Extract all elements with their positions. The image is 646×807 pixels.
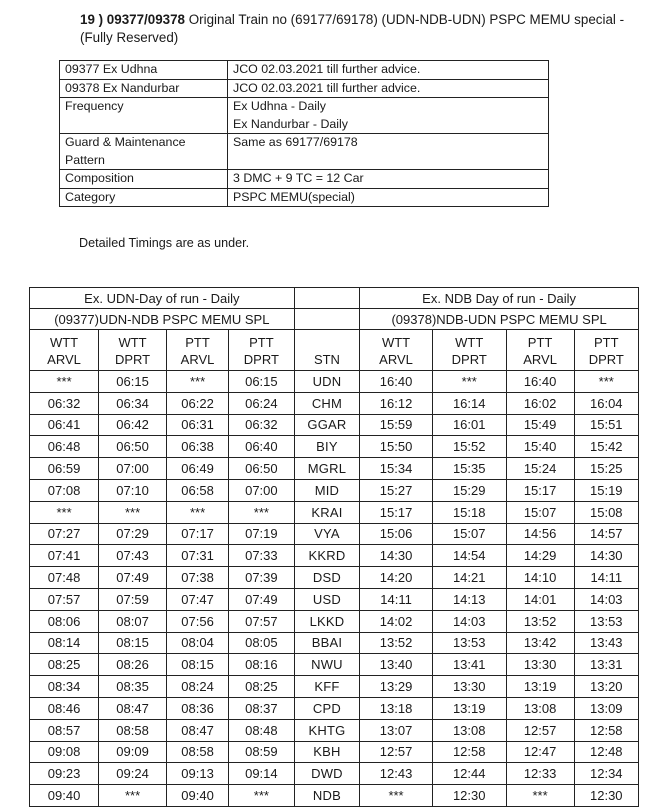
column-header-line1 (295, 334, 360, 351)
time-cell: 13:30 (432, 676, 506, 698)
time-cell: *** (229, 501, 295, 523)
time-cell: 06:40 (229, 436, 295, 458)
time-cell: 12:43 (360, 763, 433, 785)
station-code: KFF (294, 676, 360, 698)
document-title (80, 11, 640, 47)
time-cell: 14:54 (432, 545, 506, 567)
column-header-line2: STN (313, 352, 340, 367)
station-code: KRAI (294, 501, 360, 523)
timetable-column-headers (30, 330, 639, 371)
column-header (167, 330, 229, 371)
time-cell: 09:24 (99, 763, 167, 785)
time-cell: 06:15 (229, 371, 295, 393)
time-cell: *** (167, 501, 229, 523)
info-row (60, 98, 549, 134)
station-code: BBAI (294, 632, 360, 654)
station-code: USD (294, 588, 360, 610)
train-description: Original Train no (69177/69178) (UDN-NDB-UDN) PSPC MEMU special - (Fully Reserved) (80, 12, 625, 45)
time-cell: 06:31 (167, 414, 229, 436)
column-header (30, 330, 99, 371)
column-header-line1: PTT (249, 335, 274, 350)
time-cell: 09:40 (30, 785, 99, 807)
time-cell: 12:44 (432, 763, 506, 785)
column-header-line1: WTT (118, 335, 147, 350)
table-row (30, 676, 639, 698)
time-cell: 16:40 (506, 371, 574, 393)
time-cell: 13:07 (360, 719, 433, 741)
time-cell: 14:30 (574, 545, 638, 567)
time-cell: *** (574, 371, 638, 393)
time-cell: 12:30 (432, 785, 506, 807)
time-cell: 13:41 (432, 654, 506, 676)
column-header-line2: DPRT (243, 352, 279, 367)
info-value (228, 170, 549, 189)
time-cell: 12:57 (506, 719, 574, 741)
table-row (30, 610, 639, 632)
time-cell: 06:41 (30, 414, 99, 436)
time-cell: 14:21 (432, 567, 506, 589)
time-cell: *** (229, 785, 295, 807)
time-cell: 07:10 (99, 479, 167, 501)
time-cell: 06:49 (167, 458, 229, 480)
table-row (30, 719, 639, 741)
time-cell: 13:19 (506, 676, 574, 698)
time-cell: 08:16 (229, 654, 295, 676)
column-header-line2: ARVL (180, 352, 215, 367)
time-cell: 09:08 (30, 741, 99, 763)
time-cell: 14:56 (506, 523, 574, 545)
time-cell: 13:29 (360, 676, 433, 698)
table-row (30, 741, 639, 763)
time-cell: 15:06 (360, 523, 433, 545)
time-cell: 07:00 (99, 458, 167, 480)
table-row (30, 479, 639, 501)
info-value (228, 188, 549, 207)
time-cell: 12:57 (360, 741, 433, 763)
time-cell: 09:09 (99, 741, 167, 763)
train-numbers: 19 ) 09377/09378 (80, 12, 185, 27)
time-cell: 08:46 (30, 697, 99, 719)
time-cell: 13:42 (506, 632, 574, 654)
info-label: Category (60, 188, 228, 207)
time-cell: 08:47 (99, 697, 167, 719)
table-row (30, 501, 639, 523)
time-cell: 07:27 (30, 523, 99, 545)
time-cell: 13:19 (432, 697, 506, 719)
time-cell: 07:19 (229, 523, 295, 545)
time-cell: 12:47 (506, 741, 574, 763)
time-cell: 08:36 (167, 697, 229, 719)
time-cell: 15:50 (360, 436, 433, 458)
time-cell: 08:14 (30, 632, 99, 654)
station-header-blank (294, 288, 360, 309)
time-cell: 15:51 (574, 414, 638, 436)
column-header-line2: ARVL (379, 352, 413, 367)
time-cell: 16:01 (432, 414, 506, 436)
time-cell: 06:32 (30, 392, 99, 414)
info-label: Guard & Maintenance Pattern (60, 134, 228, 170)
table-row (30, 523, 639, 545)
time-cell: 08:47 (167, 719, 229, 741)
time-cell: 13:43 (574, 632, 638, 654)
station-code: UDN (294, 371, 360, 393)
time-cell: 06:50 (229, 458, 295, 480)
train-info-table (59, 60, 549, 207)
info-value-line: Ex Udhna - Daily (233, 99, 326, 113)
time-cell: 14:29 (506, 545, 574, 567)
table-row (30, 458, 639, 480)
station-code: GGAR (294, 414, 360, 436)
station-code: KBH (294, 741, 360, 763)
time-cell: 15:07 (506, 501, 574, 523)
station-code: NWU (294, 654, 360, 676)
time-cell: 12:33 (506, 763, 574, 785)
time-cell: *** (30, 501, 99, 523)
time-cell: 06:24 (229, 392, 295, 414)
time-cell: 13:40 (360, 654, 433, 676)
column-header-line1: PTT (527, 335, 553, 350)
time-cell: 08:57 (30, 719, 99, 741)
time-cell: 13:52 (506, 610, 574, 632)
table-row (30, 632, 639, 654)
time-cell: 16:12 (360, 392, 433, 414)
time-cell: 06:48 (30, 436, 99, 458)
timetable-header-train (30, 309, 639, 330)
info-value (228, 61, 549, 80)
time-cell: 07:38 (167, 567, 229, 589)
time-cell: 06:50 (99, 436, 167, 458)
time-cell: 15:08 (574, 501, 638, 523)
time-cell: 16:40 (360, 371, 433, 393)
info-label: 09378 Ex Nandurbar (60, 79, 228, 98)
time-cell: 15:25 (574, 458, 638, 480)
column-header (432, 330, 506, 371)
time-cell: 07:47 (167, 588, 229, 610)
time-cell: 15:40 (506, 436, 574, 458)
station-code: DSD (294, 567, 360, 589)
time-cell: 13:52 (360, 632, 433, 654)
time-cell: 07:00 (229, 479, 295, 501)
time-cell: 12:48 (574, 741, 638, 763)
time-cell: 15:59 (360, 414, 433, 436)
time-cell: 15:29 (432, 479, 506, 501)
time-cell: 07:33 (229, 545, 295, 567)
time-cell: 14:57 (574, 523, 638, 545)
time-cell: 12:30 (574, 785, 638, 807)
time-cell: 08:48 (229, 719, 295, 741)
column-header (99, 330, 167, 371)
time-cell: 14:30 (360, 545, 433, 567)
time-cell: 09:13 (167, 763, 229, 785)
info-value-line: 3 DMC + 9 TC = 12 Car (233, 171, 364, 185)
time-cell: 15:42 (574, 436, 638, 458)
time-cell: *** (506, 785, 574, 807)
station-code: BIY (294, 436, 360, 458)
time-cell: 08:06 (30, 610, 99, 632)
time-cell: 12:34 (574, 763, 638, 785)
info-row (60, 170, 549, 189)
right-train-name: (09378)NDB-UDN PSPC MEMU SPL (360, 309, 639, 330)
column-header (574, 330, 638, 371)
table-row (30, 763, 639, 785)
time-cell: 14:03 (432, 610, 506, 632)
column-header-line2: DPRT (114, 352, 151, 367)
info-row (60, 79, 549, 98)
time-cell: 08:05 (229, 632, 295, 654)
station-code: VYA (294, 523, 360, 545)
table-row (30, 567, 639, 589)
time-cell: *** (167, 371, 229, 393)
column-header-line2: ARVL (47, 352, 81, 367)
time-cell: 07:17 (167, 523, 229, 545)
info-value (228, 79, 549, 98)
time-cell: 15:17 (506, 479, 574, 501)
time-cell: 14:20 (360, 567, 433, 589)
station-code: KHTG (294, 719, 360, 741)
column-header (229, 330, 295, 371)
info-value-line: Same as 69177/69178 (233, 135, 358, 149)
time-cell: 07:08 (30, 479, 99, 501)
time-cell: 07:31 (167, 545, 229, 567)
column-header-line1: PTT (593, 335, 619, 350)
column-header-line1: PTT (185, 335, 210, 350)
time-cell: 09:40 (167, 785, 229, 807)
station-code: MID (294, 479, 360, 501)
table-row (30, 588, 639, 610)
time-cell: 15:24 (506, 458, 574, 480)
table-row (30, 436, 639, 458)
time-cell: 15:17 (360, 501, 433, 523)
time-cell: 07:59 (99, 588, 167, 610)
info-row (60, 61, 549, 80)
time-cell: 13:31 (574, 654, 638, 676)
info-row (60, 134, 549, 170)
info-value (228, 134, 549, 170)
time-cell: 08:15 (167, 654, 229, 676)
time-cell: 13:20 (574, 676, 638, 698)
info-label: 09377 Ex Udhna (60, 61, 228, 80)
time-cell: 08:58 (99, 719, 167, 741)
column-header-line2: DPRT (451, 352, 487, 367)
time-cell: 06:34 (99, 392, 167, 414)
table-row (30, 414, 639, 436)
info-value (228, 98, 549, 134)
time-cell: 08:59 (229, 741, 295, 763)
column-header-line1: WTT (381, 335, 411, 350)
time-cell: 15:18 (432, 501, 506, 523)
left-direction-title: Ex. UDN-Day of run - Daily (30, 288, 295, 309)
time-cell: 15:52 (432, 436, 506, 458)
station-code: DWD (294, 763, 360, 785)
time-cell: 15:07 (432, 523, 506, 545)
info-row (60, 188, 549, 207)
time-cell: 08:25 (30, 654, 99, 676)
time-cell: 07:48 (30, 567, 99, 589)
time-cell: 08:24 (167, 676, 229, 698)
time-cell: 06:15 (99, 371, 167, 393)
station-code: CHM (294, 392, 360, 414)
table-row (30, 392, 639, 414)
time-cell: 07:41 (30, 545, 99, 567)
time-cell: 06:42 (99, 414, 167, 436)
left-train-name: (09377)UDN-NDB PSPC MEMU SPL (30, 309, 295, 330)
time-cell: 15:34 (360, 458, 433, 480)
time-cell: 15:27 (360, 479, 433, 501)
time-cell: 14:01 (506, 588, 574, 610)
info-value-line: Ex Nandurbar - Daily (233, 116, 349, 131)
column-header-line1: WTT (455, 335, 484, 350)
time-cell: *** (30, 371, 99, 393)
time-cell: 06:22 (167, 392, 229, 414)
time-cell: 13:53 (574, 610, 638, 632)
time-cell: 14:03 (574, 588, 638, 610)
info-value-line: JCO 02.03.2021 till further advice. (233, 62, 421, 76)
time-cell: 07:29 (99, 523, 167, 545)
column-header (360, 330, 433, 371)
timetable-header-direction (30, 288, 639, 309)
time-cell: 15:35 (432, 458, 506, 480)
time-cell: 08:26 (99, 654, 167, 676)
time-cell: 06:38 (167, 436, 229, 458)
time-cell: 14:13 (432, 588, 506, 610)
table-row (30, 545, 639, 567)
time-cell: 14:02 (360, 610, 433, 632)
timetable (29, 287, 639, 807)
time-cell: 08:35 (99, 676, 167, 698)
time-cell: *** (360, 785, 433, 807)
time-cell: 07:56 (167, 610, 229, 632)
info-label: Frequency (60, 98, 228, 134)
time-cell: 15:49 (506, 414, 574, 436)
timings-note: Detailed Timings are as under. (79, 236, 250, 250)
time-cell: 09:14 (229, 763, 295, 785)
time-cell: *** (99, 785, 167, 807)
time-cell: 13:18 (360, 697, 433, 719)
time-cell: 08:25 (229, 676, 295, 698)
time-cell: *** (432, 371, 506, 393)
column-header-line2: DPRT (588, 352, 624, 367)
station-code: NDB (294, 785, 360, 807)
station-header-blank (294, 309, 360, 330)
station-code: CPD (294, 697, 360, 719)
info-value-line: JCO 02.03.2021 till further advice. (233, 80, 421, 95)
table-row (30, 654, 639, 676)
time-cell: 12:58 (432, 741, 506, 763)
time-cell: 07:49 (99, 567, 167, 589)
station-code: LKKD (294, 610, 360, 632)
time-cell: 06:32 (229, 414, 295, 436)
info-value-line: PSPC MEMU(special) (233, 189, 355, 204)
time-cell: 08:58 (167, 741, 229, 763)
time-cell: 06:58 (167, 479, 229, 501)
time-cell: *** (99, 501, 167, 523)
time-cell: 09:23 (30, 763, 99, 785)
time-cell: 07:57 (229, 610, 295, 632)
time-cell: 07:39 (229, 567, 295, 589)
station-code: KKRD (294, 545, 360, 567)
table-row (30, 697, 639, 719)
time-cell: 08:04 (167, 632, 229, 654)
column-header (506, 330, 574, 371)
time-cell: 13:08 (432, 719, 506, 741)
time-cell: 12:58 (574, 719, 638, 741)
right-direction-title: Ex. NDB Day of run - Daily (360, 288, 639, 309)
time-cell: 15:19 (574, 479, 638, 501)
time-cell: 13:53 (432, 632, 506, 654)
column-header-line2: ARVL (523, 352, 557, 367)
info-label: Composition (60, 170, 228, 189)
time-cell: 08:37 (229, 697, 295, 719)
time-cell: 13:30 (506, 654, 574, 676)
time-cell: 16:02 (506, 392, 574, 414)
time-cell: 16:04 (574, 392, 638, 414)
time-cell: 13:09 (574, 697, 638, 719)
time-cell: 07:57 (30, 588, 99, 610)
time-cell: 16:14 (432, 392, 506, 414)
time-cell: 08:34 (30, 676, 99, 698)
time-cell: 14:11 (574, 567, 638, 589)
time-cell: 13:08 (506, 697, 574, 719)
column-header (294, 330, 360, 371)
station-code: MGRL (294, 458, 360, 480)
time-cell: 06:59 (30, 458, 99, 480)
time-cell: 14:10 (506, 567, 574, 589)
time-cell: 07:49 (229, 588, 295, 610)
column-header-line1: WTT (49, 335, 79, 350)
time-cell: 07:43 (99, 545, 167, 567)
time-cell: 08:15 (99, 632, 167, 654)
time-cell: 14:11 (360, 588, 433, 610)
time-cell: 08:07 (99, 610, 167, 632)
table-row (30, 371, 639, 393)
